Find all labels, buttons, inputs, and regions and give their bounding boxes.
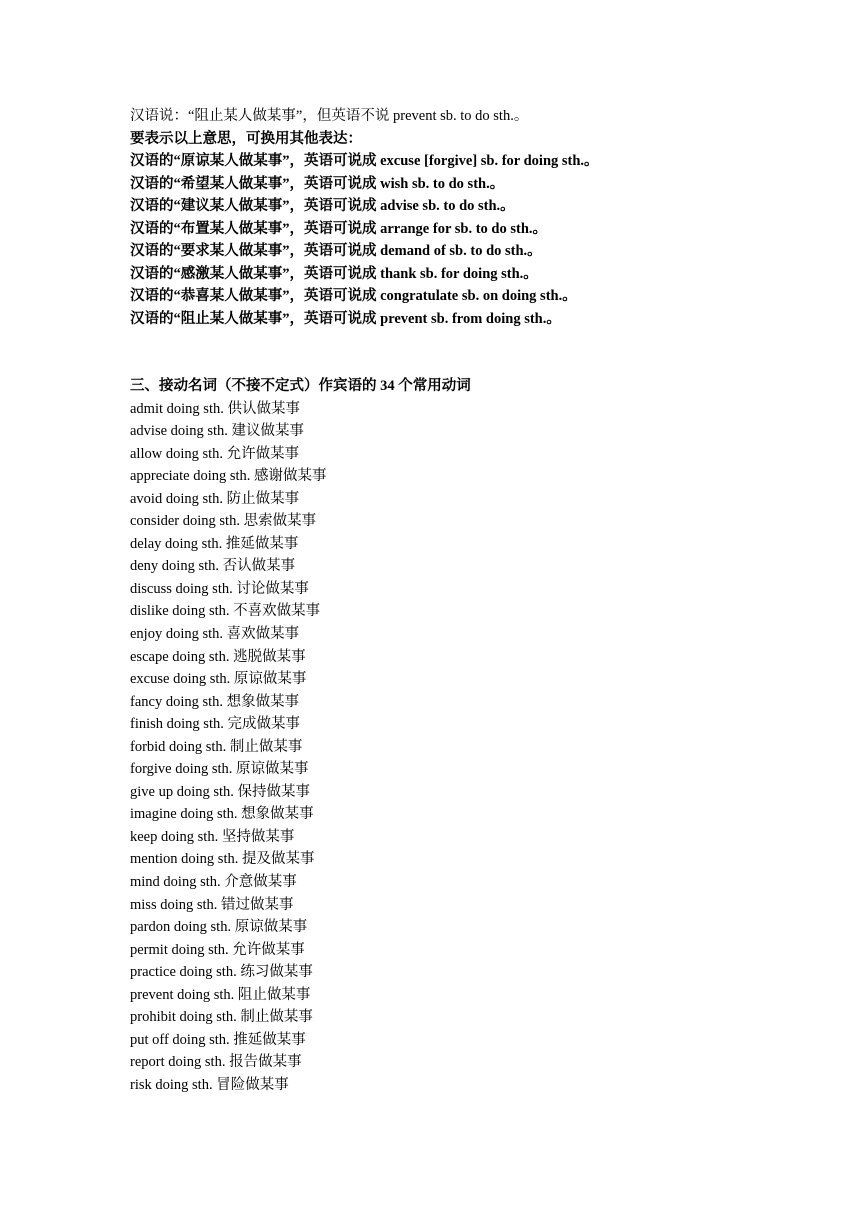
expression-item: 汉语的“恭喜某人做某事”，英语可说成 congratulate sb. on doing sth.。 [130, 288, 577, 304]
verb-item: prohibit doing sth. 制止做某事 [130, 1009, 313, 1026]
verb-item: finish doing sth. 完成做某事 [130, 716, 300, 733]
verb-item: dislike doing sth. 不喜欢做某事 [130, 603, 321, 620]
verb-item: report doing sth. 报告做某事 [130, 1054, 302, 1071]
document-content [130, 105, 770, 1096]
verb-item: prevent doing sth. 阻止做某事 [130, 986, 311, 1003]
verb-item: mention doing sth. 提及做某事 [130, 851, 315, 868]
expression-item: 汉语的“建议某人做某事”，英语可说成 advise sb. to do sth.。 [130, 198, 515, 214]
intro-line-1: 汉语说：“阻止某人做某事”，但英语不说 prevent sb. to do sth.。 [130, 108, 529, 124]
verb-item: consider doing sth. 思索做某事 [130, 513, 317, 530]
expression-item: 汉语的“原谅某人做某事”，英语可说成 excuse [forgive] sb. for doing sth.。 [130, 153, 599, 169]
verb-item: pardon doing sth. 原谅做某事 [130, 919, 308, 936]
verb-item: delay doing sth. 推延做某事 [130, 535, 299, 552]
verb-item: admit doing sth. 供认做某事 [130, 400, 300, 417]
verb-item: escape doing sth. 逃脱做某事 [130, 648, 306, 665]
verb-item: forgive doing sth. 原谅做某事 [130, 761, 309, 778]
expression-item: 汉语的“布置某人做某事”，英语可说成 arrange for sb. to do sth.。 [130, 220, 548, 237]
expression-item: 汉语的“希望某人做某事”，英语可说成 wish sb. to do sth.。 [130, 175, 505, 192]
verb-item: allow doing sth. 允许做某事 [130, 445, 300, 462]
verb-item: fancy doing sth. 想象做某事 [130, 693, 300, 710]
verb-item: discuss doing sth. 讨论做某事 [130, 580, 309, 597]
expression-list [130, 150, 770, 330]
verb-item: avoid doing sth. 防止做某事 [130, 490, 300, 507]
verb-item: advise doing sth. 建议做某事 [130, 423, 304, 440]
verb-list [130, 398, 770, 1097]
expression-item: 汉语的“阻止某人做某事”，英语可说成 prevent sb. from doing sth.。 [130, 310, 561, 327]
verb-item: deny doing sth. 否认做某事 [130, 558, 296, 575]
verb-item: mind doing sth. 介意做某事 [130, 873, 297, 890]
expression-item: 汉语的“要求某人做某事”，英语可说成 demand of sb. to do sth.。 [130, 243, 542, 259]
verb-item: permit doing sth. 允许做某事 [130, 941, 305, 958]
verb-item: appreciate doing sth. 感谢做某事 [130, 468, 327, 485]
verb-item: excuse doing sth. 原谅做某事 [130, 671, 307, 688]
verb-item: risk doing sth. 冒险做某事 [130, 1076, 289, 1093]
verb-item: practice doing sth. 练习做某事 [130, 964, 313, 981]
verb-item: miss doing sth. 错过做某事 [130, 896, 294, 913]
verb-item: imagine doing sth. 想象做某事 [130, 806, 314, 823]
verb-item: keep doing sth. 坚持做某事 [130, 828, 295, 845]
verb-item: give up doing sth. 保持做某事 [130, 783, 311, 800]
verb-item: enjoy doing sth. 喜欢做某事 [130, 625, 300, 642]
intro-line-2: 要表示以上意思，可换用其他表达： [130, 130, 362, 147]
section-3-title: 三、接动名词（不接不定式）作宾语的 34 个常用动词 [130, 378, 471, 394]
section-spacer [130, 330, 770, 375]
verb-item: forbid doing sth. 制止做某事 [130, 738, 303, 755]
verb-item: put off doing sth. 推延做某事 [130, 1031, 306, 1048]
expression-item: 汉语的“感激某人做某事”，英语可说成 thank sb. for doing sth.。 [130, 265, 538, 282]
